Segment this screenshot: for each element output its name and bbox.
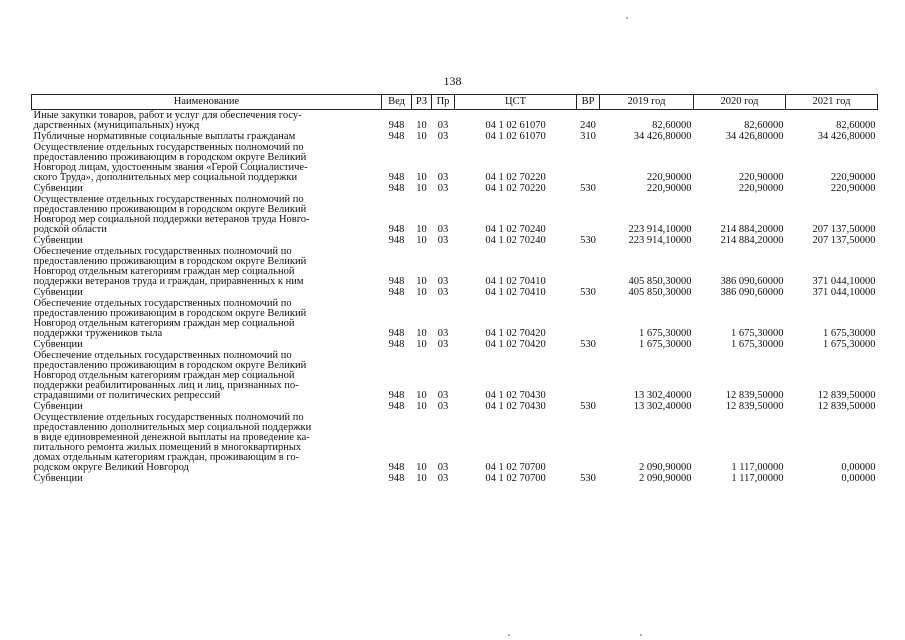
cell-pr: 03 (437, 172, 449, 183)
cell-2021: 1 675,30000 (823, 339, 876, 350)
cell-vr: 240 (580, 120, 596, 131)
cell-name (32, 473, 382, 484)
cell-cst: 04 1 02 70420 (485, 339, 546, 350)
cell-2019: 405 850,30000 (628, 287, 692, 298)
name-line: Новгород мер социальной поддержки ветеранов труда Новго- (33, 214, 310, 225)
scan-speck (640, 634, 642, 636)
cell-pr: 03 (437, 235, 449, 246)
cell-vr: 530 (580, 473, 596, 484)
cell-2020: 1 675,30000 (731, 339, 784, 350)
cell-vr: 530 (580, 183, 596, 194)
cell-rz: 10 (416, 276, 427, 287)
cell-pr: 03 (437, 224, 449, 235)
cell-cst: 04 1 02 70430 (485, 401, 546, 412)
cell-rz: 10 (416, 462, 427, 473)
name-line: Субвенции (33, 287, 83, 298)
name-line: родском округе Великий Новгород (33, 462, 189, 473)
table-row (32, 412, 878, 473)
cell-2020: 214 884,20000 (720, 235, 784, 246)
cell-2020: 220,90000 (738, 172, 784, 183)
cell-vr: 530 (580, 235, 596, 246)
name-line: Обеспечение отдельных государственных полномочий по (33, 246, 292, 257)
cell-rz: 10 (416, 473, 427, 484)
name-line: Обеспечение отдельных государственных полномочий по (33, 350, 292, 361)
cell-name (32, 287, 382, 298)
name-line: предоставлению проживающим в городском округе Великий (33, 360, 307, 371)
cell-rz: 10 (416, 328, 427, 339)
cell-ved: 948 (388, 235, 405, 246)
cell-vr (577, 412, 600, 473)
cell-2021: 207 137,50000 (812, 224, 876, 235)
name-line: предоставлению проживающим в городском округе Великий (33, 256, 307, 267)
cell-pr: 03 (437, 462, 449, 473)
name-line: поддержки ветеранов труда и граждан, приравненных к ним (33, 276, 304, 287)
cell-cst: 04 1 02 61070 (485, 120, 546, 131)
cell-name (32, 298, 382, 339)
table-row (32, 246, 878, 287)
budget-table (31, 94, 878, 484)
name-line: Субвенции (33, 235, 83, 246)
table-row (32, 401, 878, 412)
cell-2019: 405 850,30000 (628, 276, 692, 287)
cell-2021: 207 137,50000 (812, 235, 876, 246)
cell-2020: 12 839,50000 (725, 390, 784, 401)
cell-rz: 10 (416, 287, 427, 298)
cell-name (32, 194, 382, 235)
name-line: Субвенции (33, 401, 83, 412)
name-line: родской области (33, 224, 107, 235)
cell-2020: 214 884,20000 (720, 224, 784, 235)
cell-rz: 10 (416, 339, 427, 350)
cell-2019: 223 914,10000 (628, 224, 692, 235)
name-line: Субвенции (33, 183, 83, 194)
cell-vr (577, 246, 600, 287)
cell-2021: 82,60000 (836, 120, 876, 131)
cell-2021: 371 044,10000 (812, 287, 876, 298)
cell-2019: 34 426,80000 (633, 131, 692, 142)
cell-name (32, 246, 382, 287)
cell-2021: 0,00000 (841, 462, 876, 473)
cell-cst: 04 1 02 70240 (485, 235, 546, 246)
table-row (32, 183, 878, 194)
cell-ved: 948 (388, 276, 405, 287)
name-line: Новгород лицам, удостоенным звания «Герой Социалистиче- (33, 162, 308, 173)
name-line: предоставлению дополнительных мер социальной поддержки (33, 422, 312, 433)
cell-2020: 386 090,60000 (720, 276, 784, 287)
name-line: поддержки реабилитированных лиц и лиц, признанных по- (33, 380, 299, 391)
cell-vr: 530 (580, 287, 596, 298)
cell-2021: 1 675,30000 (823, 328, 876, 339)
name-line: Осуществление отдельных государственных полномочий по (33, 142, 304, 153)
cell-vr: 530 (580, 401, 596, 412)
cell-ved: 948 (388, 120, 405, 131)
name-line: Новгород отдельным категориям граждан мер социальной (33, 370, 295, 381)
col-header-pr: Пр (432, 95, 455, 110)
cell-2021: 34 426,80000 (817, 131, 876, 142)
cell-pr: 03 (437, 339, 449, 350)
table-row (32, 298, 878, 339)
cell-2020: 1 675,30000 (731, 328, 784, 339)
cell-cst: 04 1 02 70410 (485, 276, 546, 287)
cell-cst: 04 1 02 70430 (485, 390, 546, 401)
cell-pr: 03 (437, 276, 449, 287)
col-header-2019: 2019 год (600, 95, 694, 110)
name-line: предоставлению проживающим в городском округе Великий (33, 152, 307, 163)
cell-vr (577, 142, 600, 183)
col-header-rz: РЗ (412, 95, 432, 110)
cell-name (32, 412, 382, 473)
cell-name (32, 183, 382, 194)
cell-2019: 13 302,40000 (633, 401, 692, 412)
cell-name (32, 339, 382, 350)
cell-pr: 03 (437, 131, 449, 142)
cell-cst: 04 1 02 70700 (485, 473, 546, 484)
cell-cst: 04 1 02 70240 (485, 224, 546, 235)
cell-pr: 03 (437, 120, 449, 131)
name-line: Новгород отдельным категориям граждан мер социальной (33, 266, 295, 277)
name-line: питального ремонта жилых помещений в многоквартирных (33, 442, 302, 453)
table-body (32, 110, 878, 485)
name-line: Новгород отдельным категориям граждан мер социальной (33, 318, 295, 329)
cell-name (32, 131, 382, 142)
name-line: Осуществление отдельных государственных полномочий по (33, 412, 304, 423)
cell-2019: 13 302,40000 (633, 390, 692, 401)
col-header-cst: ЦСТ (455, 95, 577, 110)
name-line: Осуществление отдельных государственных полномочий по (33, 194, 304, 205)
cell-2020: 82,60000 (744, 120, 784, 131)
cell-ved: 948 (388, 183, 405, 194)
cell-pr: 03 (437, 287, 449, 298)
cell-ved: 948 (388, 131, 405, 142)
cell-cst: 04 1 02 70220 (485, 172, 546, 183)
name-line: страдавшими от политических репрессий (33, 390, 221, 401)
table-row (32, 235, 878, 246)
cell-rz: 10 (416, 131, 427, 142)
cell-name (32, 142, 382, 183)
cell-ved: 948 (388, 462, 405, 473)
cell-2019: 2 090,90000 (639, 462, 692, 473)
cell-name (32, 401, 382, 412)
cell-2020: 12 839,50000 (725, 401, 784, 412)
cell-rz: 10 (416, 120, 427, 131)
cell-pr: 03 (437, 183, 449, 194)
cell-cst: 04 1 02 61070 (485, 131, 546, 142)
scan-speck (508, 634, 510, 636)
cell-2020: 1 117,00000 (731, 462, 784, 473)
cell-ved: 948 (388, 390, 405, 401)
cell-2019: 82,60000 (652, 120, 692, 131)
col-header-vr: ВР (577, 95, 600, 110)
cell-vr (577, 194, 600, 235)
cell-2020: 386 090,60000 (720, 287, 784, 298)
table-row (32, 350, 878, 401)
cell-2019: 2 090,90000 (639, 473, 692, 484)
cell-2019: 220,90000 (646, 183, 692, 194)
cell-cst: 04 1 02 70220 (485, 183, 546, 194)
cell-2021: 12 839,50000 (817, 401, 876, 412)
name-line: Субвенции (33, 339, 83, 350)
name-line: Публичные нормативные социальные выплаты гражданам (33, 131, 296, 142)
cell-ved: 948 (388, 224, 405, 235)
cell-ved: 948 (388, 473, 405, 484)
col-header-2021: 2021 год (786, 95, 878, 110)
cell-ved: 948 (388, 287, 405, 298)
name-line: ского Труда», дополнительных мер социальной поддержки (33, 172, 298, 183)
cell-vr: 310 (580, 131, 596, 142)
table-row (32, 142, 878, 183)
table-row (32, 194, 878, 235)
cell-2021: 220,90000 (830, 172, 876, 183)
name-line: Иные закупки товаров, работ и услуг для обеспечения госу- (33, 110, 302, 121)
cell-name (32, 235, 382, 246)
cell-2021: 371 044,10000 (812, 276, 876, 287)
cell-name (32, 350, 382, 401)
col-header-name: Наименование (32, 95, 382, 110)
cell-2020: 34 426,80000 (725, 131, 784, 142)
table-row (32, 287, 878, 298)
name-line: домах отдельным категориям граждан, проживающим в го- (33, 452, 300, 463)
cell-2020: 1 117,00000 (731, 473, 784, 484)
cell-pr: 03 (437, 473, 449, 484)
table-row (32, 110, 878, 132)
col-header-ved: Вед (382, 95, 412, 110)
cell-cst: 04 1 02 70700 (485, 462, 546, 473)
cell-cst: 04 1 02 70410 (485, 287, 546, 298)
cell-rz: 10 (416, 401, 427, 412)
name-line: предоставлению проживающим в городском округе Великий (33, 308, 307, 319)
cell-rz: 10 (416, 224, 427, 235)
cell-2021: 12 839,50000 (817, 390, 876, 401)
cell-pr: 03 (437, 401, 449, 412)
cell-ved: 948 (388, 339, 405, 350)
cell-vr (577, 298, 600, 339)
cell-cst: 04 1 02 70420 (485, 328, 546, 339)
table-header-row (32, 95, 878, 110)
cell-2020: 220,90000 (738, 183, 784, 194)
table-row (32, 131, 878, 142)
table-row (32, 473, 878, 484)
name-line: Субвенции (33, 473, 83, 484)
page-number: 138 (443, 74, 462, 88)
scan-speck (626, 17, 628, 19)
cell-vr: 530 (580, 339, 596, 350)
name-line: дарственных (муниципальных) нужд (33, 120, 200, 131)
cell-rz: 10 (416, 172, 427, 183)
cell-pr: 03 (437, 390, 449, 401)
cell-2019: 220,90000 (646, 172, 692, 183)
cell-2021: 0,00000 (841, 473, 876, 484)
name-line: предоставлению проживающим в городском округе Великий (33, 204, 307, 215)
cell-2021: 220,90000 (830, 183, 876, 194)
cell-name (32, 110, 382, 132)
name-line: Обеспечение отдельных государственных полномочий по (33, 298, 292, 309)
cell-ved: 948 (388, 172, 405, 183)
cell-vr (577, 350, 600, 401)
cell-rz: 10 (416, 183, 427, 194)
cell-2019: 1 675,30000 (639, 328, 692, 339)
cell-ved: 948 (388, 328, 405, 339)
name-line: в виде единовременной денежной выплаты на проведение ка- (33, 432, 310, 443)
col-header-2020: 2020 год (694, 95, 786, 110)
name-line: поддержки тружеников тыла (33, 328, 163, 339)
cell-rz: 10 (416, 235, 427, 246)
cell-ved: 948 (388, 401, 405, 412)
cell-pr: 03 (437, 328, 449, 339)
cell-rz: 10 (416, 390, 427, 401)
cell-2019: 1 675,30000 (639, 339, 692, 350)
cell-2019: 223 914,10000 (628, 235, 692, 246)
table-row (32, 339, 878, 350)
